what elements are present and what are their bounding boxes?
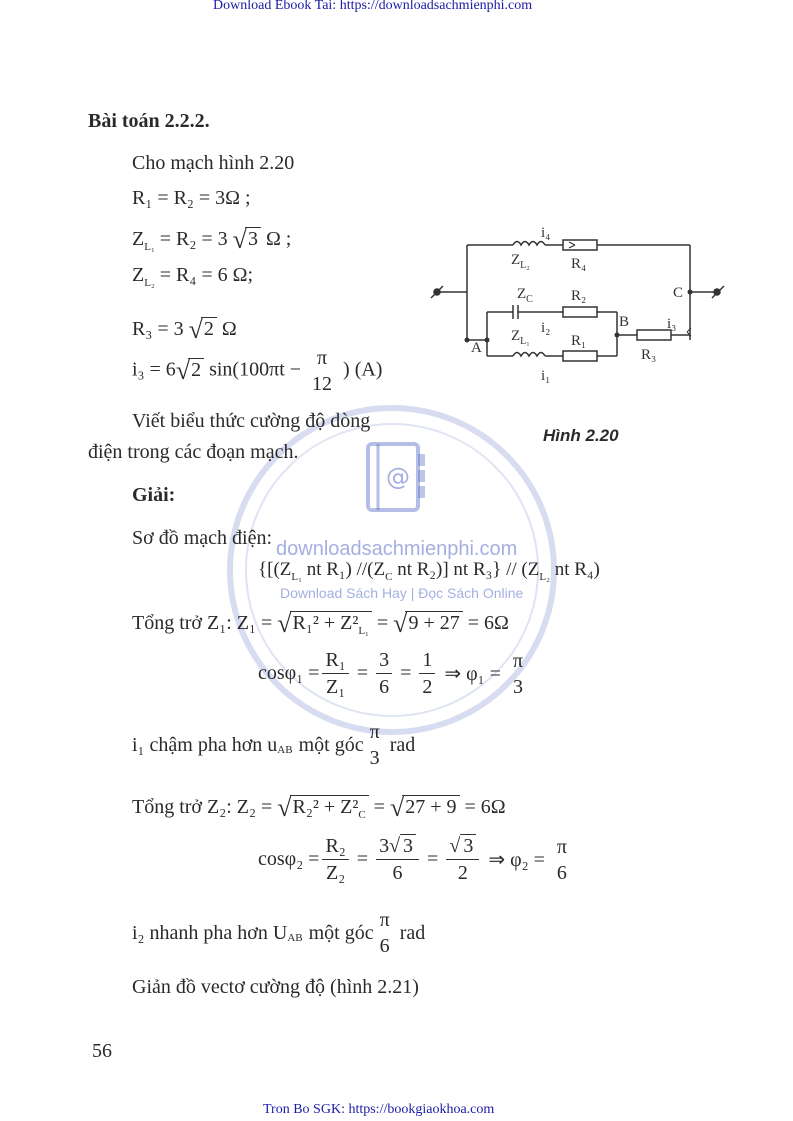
phase1-unit: rad (389, 733, 416, 756)
sqrt-sign: √ (277, 609, 292, 638)
equals: = (422, 848, 444, 870)
formula-sub-3: L₂ (539, 570, 550, 583)
z2-label: Tổng trở Z₂: Z₂ = (132, 796, 273, 818)
given-zl1-value: = R₂ = 3 (159, 228, 228, 250)
fraction (446, 836, 479, 883)
label-i3: i₃ (667, 316, 677, 332)
problem-intro: Cho mạch hình 2.20 (132, 152, 295, 174)
label-r3: R₃ (641, 347, 657, 363)
given-zl1-sub: L₁ (144, 241, 155, 253)
frac-num-radicand: 3 (400, 834, 416, 857)
equals: = (351, 848, 374, 870)
cos2-label: cosφ₂ = (258, 848, 320, 870)
z1-radicand-text: R₁² + Z² (292, 612, 359, 634)
fraction (322, 836, 348, 883)
z2-radicand-text: R₂² + Z² (292, 796, 359, 818)
frac-num: 3√ 3 (376, 836, 419, 860)
phase1-line (132, 722, 415, 768)
frac-den: Z₁ (326, 676, 346, 698)
fraction (367, 722, 383, 768)
frac-den: 2 (422, 676, 433, 698)
frac-den: 6 (379, 676, 390, 698)
phase1-mid: một góc (298, 733, 364, 756)
label-zc (517, 286, 533, 305)
given-i3-mid: sin(100πt − (209, 358, 302, 381)
frac-den: 6 (556, 861, 567, 884)
frac-num-coef: 3 (379, 835, 390, 857)
frac-num: π (369, 721, 380, 743)
label-zl1-z: Z (511, 328, 521, 344)
given-r3-unit: Ω (221, 318, 237, 340)
fraction (419, 650, 435, 697)
label-zc-z: Z (517, 286, 527, 302)
phase2-sub: AB (287, 932, 303, 944)
frac-num: 3 (376, 650, 392, 674)
frac-num: 1 (419, 650, 435, 674)
vector-diagram-line: Giản đồ vectơ cường độ (hình 2.21) (132, 976, 419, 998)
solution-title: Giải: (132, 484, 176, 506)
sqrt-sign: √ (232, 225, 247, 254)
formula-part-3: nt R₂)] nt R₃} // (Z (397, 559, 540, 580)
given-i3-left: i₃ = 6 (132, 358, 176, 381)
frac-den: Z₂ (326, 862, 346, 884)
problem-title: Bài toán 2.2.2. (88, 110, 210, 132)
frac-den: 12 (312, 373, 333, 395)
label-r4: R₄ (571, 256, 587, 272)
phase2-unit: rad (399, 921, 426, 944)
page-number: 56 (92, 1040, 112, 1062)
notebook-at-icon (362, 440, 430, 516)
given-i3-radicand: 2 (188, 358, 204, 381)
given-zl2-sub: L₂ (144, 277, 155, 289)
figure-caption: Hình 2.20 (543, 426, 619, 445)
cos1-label: cosφ₁ = (258, 662, 320, 684)
frac-den: 2 (457, 862, 468, 884)
phase1-text: i₁ chậm pha hơn u (132, 733, 278, 756)
z1-radicand (290, 611, 372, 637)
given-i3-right: ) (A) (343, 358, 383, 381)
z1-label: Tổng trở Z₁: Z₁ = (132, 612, 273, 634)
frac-num: √ 3 (446, 836, 479, 860)
svg-text:@: @ (386, 463, 410, 491)
z1-line (132, 606, 509, 637)
cos2-line (258, 836, 573, 883)
sqrt-sign: √ (188, 315, 203, 344)
phase2-text: i₂ nhanh pha hơn U (132, 921, 288, 944)
given-zl1-unit: Ω ; (265, 228, 292, 250)
phase2-mid: một góc (308, 921, 374, 944)
equals: = (395, 662, 417, 684)
cos1-arrow: ⇒ φ₁ = (444, 663, 501, 685)
equals: = (351, 662, 374, 684)
label-node-c: C (673, 285, 684, 301)
z2-radicand-sub: C (358, 809, 366, 821)
given-zl2-z: Z (132, 264, 145, 286)
frac-num: R₁ (322, 650, 348, 674)
z1-radicand-2: 9 + 27 (405, 611, 462, 634)
label-node-b: B (619, 314, 630, 330)
fraction (376, 650, 392, 697)
label-r2: R₂ (571, 288, 587, 304)
frac-num-radicand: 3 (460, 834, 476, 857)
given-r3-value: R₃ = 3 (132, 318, 184, 340)
label-zc-sub: C (526, 294, 533, 305)
circuit-diagram (425, 220, 735, 390)
frac-num: π (556, 835, 567, 858)
given-i3 (132, 348, 382, 394)
formula-sub-1: L₁ (291, 570, 302, 583)
frac-den: 3 (369, 747, 380, 769)
question-line-2: điện trong các đoạn mạch. (88, 441, 299, 463)
given-r3-radicand: 2 (201, 317, 217, 340)
given-zl1 (132, 222, 291, 253)
cos2-arrow: ⇒ φ₂ = (488, 849, 545, 871)
z2-equals: = (373, 796, 385, 818)
formula-part-1: {[(Z (258, 559, 292, 580)
header-download-link[interactable]: Download Ebook Tai: https://downloadsachmienphi.com (213, 0, 533, 13)
fraction (376, 836, 419, 883)
z2-radicand (290, 795, 369, 821)
given-zl2 (132, 264, 253, 289)
fraction-pi-12 (309, 348, 335, 394)
label-zl2-z: Z (511, 252, 521, 268)
label-node-a: A (471, 340, 482, 356)
sqrt-sign: √ (393, 609, 408, 638)
z1-result: = 6Ω (467, 612, 509, 634)
sqrt-sign: √ (175, 355, 191, 385)
frac-num: R₂ (322, 836, 348, 860)
footer-link[interactable]: Tron Bo SGK: https://bookgiaokhoa.com (263, 1102, 495, 1117)
label-r1: R₁ (571, 333, 587, 349)
given-r3 (132, 312, 237, 342)
given-zl1-radicand: 3 (245, 227, 261, 250)
z1-equals: = (376, 612, 389, 634)
fraction (510, 651, 526, 697)
frac-num: π (316, 347, 328, 369)
frac-den: 3 (512, 675, 523, 698)
label-zl1 (511, 328, 530, 347)
label-i1: i₁ (541, 368, 551, 384)
watermark-site: downloadsachmienphi.com (276, 538, 518, 560)
cos1-line (258, 650, 529, 697)
frac-num: π (379, 909, 390, 931)
phase2-line (132, 910, 425, 956)
z2-result: = 6Ω (464, 796, 506, 818)
fraction (554, 837, 570, 883)
label-zl2-sub: L₂ (520, 260, 530, 271)
frac-num: π (512, 649, 524, 672)
label-zl2 (511, 252, 530, 271)
given-r1-r2: R₁ = R₂ = 3Ω ; (132, 187, 251, 209)
watermark-tagline: Download Sách Hay | Đọc Sách Online (280, 585, 524, 601)
label-i4: i₄ (541, 225, 551, 241)
sqrt-sign: √ (389, 793, 405, 822)
phase1-sub: AB (277, 744, 293, 756)
diagram-label: Sơ đồ mạch điện: (132, 527, 272, 549)
frac-den: 6 (379, 935, 390, 957)
fraction (322, 650, 348, 697)
formula-sub-2: C (385, 570, 393, 583)
diagram-formula (258, 559, 600, 583)
z2-line (132, 790, 506, 821)
z1-radicand-sub: L₁ (358, 625, 369, 637)
frac-den: 6 (392, 862, 403, 884)
formula-part-4: nt R₄) (554, 559, 600, 580)
given-zl2-value: = R₄ = 6 Ω; (159, 264, 254, 286)
z2-radicand-2: 27 + 9 (402, 795, 459, 818)
sqrt-sign: √ (277, 793, 292, 822)
question-line-1: Viết biểu thức cường độ dòng (132, 410, 371, 432)
fraction (377, 910, 393, 956)
given-zl1-z: Z (132, 228, 145, 250)
label-zl1-sub: L₁ (520, 336, 530, 347)
label-i2: i₂ (541, 320, 551, 336)
formula-part-2: nt R₁) //(Z (306, 559, 386, 580)
